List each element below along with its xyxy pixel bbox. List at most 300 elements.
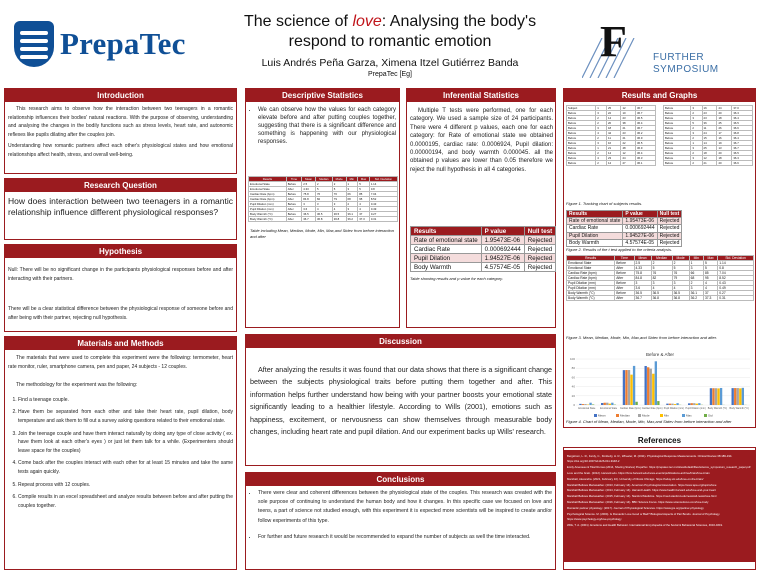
table-cell: 38	[621, 121, 635, 126]
introduction-heading: Introduction	[4, 88, 237, 102]
table-cell: 0.43	[718, 281, 754, 286]
table-cell: 0.43	[369, 202, 397, 207]
table-cell: Before	[286, 202, 301, 207]
table-cell: 1	[691, 141, 702, 146]
table-header: Mean	[302, 177, 316, 182]
table-cell: Before	[664, 106, 691, 111]
table-cell: 2	[596, 116, 607, 121]
materials-heading: Materials and Methods	[4, 336, 237, 350]
table-cell: 3	[689, 286, 703, 291]
table-cell: 36.3	[635, 156, 655, 161]
legend-swatch	[616, 414, 619, 417]
table-cell: Body Warmth	[567, 239, 623, 246]
reference-item: Marshall Bellows Meriweather. (2015, February 14). Stanford Medicine. https://med.stanford.edu/news/all-news/love.html	[567, 494, 717, 499]
table-cell: 3	[634, 281, 651, 286]
table-cell: 36.5	[316, 212, 333, 217]
chart-bar	[671, 404, 673, 405]
table-cell: 2	[596, 161, 607, 166]
table-cell: 36.8	[651, 296, 672, 301]
table-cell: 21	[702, 161, 717, 166]
table-cell: 2	[346, 202, 358, 207]
fig2-caption: Figure 2. Results of the t test applied to the criteria analysis.	[566, 247, 673, 252]
table-cell: 36.1	[635, 161, 655, 166]
affiliation: PrepaTec [Eg]	[368, 71, 412, 78]
table-cell: 4.57574E-05	[481, 263, 524, 272]
table-cell: Before	[664, 146, 691, 151]
chart-title: Before & After	[645, 352, 675, 357]
title-part1: The science of	[243, 13, 353, 30]
table-cell: 36.5	[732, 151, 753, 156]
chart-bar	[698, 403, 700, 405]
chart-bar	[715, 388, 717, 405]
table-cell: 37.0	[732, 106, 753, 111]
logo-left-text: PrepaTec	[60, 26, 186, 61]
table-cell: Body Warmth (°C)	[567, 296, 615, 301]
table-cell: 66	[346, 192, 358, 197]
chart-bar	[635, 402, 637, 405]
chart-bar	[630, 375, 632, 405]
method-step: 4. Come back after the couples interact with each other for at least 15 minutes and take the same tests again quickly.	[18, 459, 233, 476]
table-cell: 84.8	[302, 197, 316, 202]
table-cell: Cardiac Rate (bpm)	[249, 192, 287, 197]
table-cell: Pupil Dilation (mm)	[567, 281, 615, 286]
reference-item: Love and the brain. (2012). Harvard.edu. https://hms.harvard.edu/news-events/publications-archive/brain/love-brain	[567, 470, 710, 475]
table-cell: 48	[621, 146, 635, 151]
table-cell: 36.5	[634, 291, 651, 296]
table-cell: 23	[702, 111, 717, 116]
table-cell: 76	[651, 271, 672, 276]
chart-bar	[739, 388, 741, 405]
table-cell: 36.6	[732, 126, 753, 131]
reference-item: Marshall, Alexandra. (2021, February 10). University of Illinois Chicago. https://today.uic.edu/love-on-the-brain/	[567, 476, 704, 481]
table-cell: Before	[615, 261, 634, 266]
table-cell: 10	[621, 111, 635, 116]
chart-bar	[623, 370, 625, 405]
y-tick-label: 40	[571, 384, 575, 389]
table-cell: 0.27	[369, 212, 397, 217]
chart-bar	[652, 374, 654, 405]
table-cell: After	[286, 217, 301, 222]
table-cell: 4	[358, 207, 370, 212]
table-header: Results	[249, 177, 287, 182]
table-cell: Before	[567, 146, 596, 151]
inferential-text: Multiple T tests were performed, one for each category. We used a sample size of 24 participants. There were 4 different p values, each one for each category: for Rate of emotional state we obtained 0.0000195, cardiac rate: 0.0006924, Pupil dilation: 0.00000194, and body warmth 0.000045. all the obtained p values are lower than 0.05 therefore we reject the null hypothesis in all 4 categories.	[410, 108, 553, 173]
table-cell: 5	[691, 121, 702, 126]
table-cell: 20	[717, 151, 732, 156]
legend-swatch	[638, 414, 641, 417]
table-header: Mode	[672, 256, 689, 261]
chart-bar	[625, 370, 627, 405]
table-cell: Pupil Dilation	[411, 254, 482, 263]
table-cell: Before	[664, 141, 691, 146]
table-cell: 3	[691, 156, 702, 161]
table-cell: 4	[358, 202, 370, 207]
table-cell: 0.8	[718, 266, 754, 271]
table-cell: 85	[703, 271, 717, 276]
discussion-heading: Discussion	[245, 334, 556, 348]
table-cell: 3	[302, 202, 316, 207]
reference-item: Marshall Bellows Meriweather. (2013, February 14). American Psychological Association. https://www.apa.org/topics/love	[567, 482, 717, 487]
y-tick-label: 0	[573, 403, 575, 407]
table-cell: Cardiac Rate (bpm)	[567, 276, 615, 281]
table-cell: 21	[621, 136, 635, 141]
legend-swatch	[682, 414, 685, 417]
table-cell: 5	[703, 266, 717, 271]
legend-swatch	[660, 414, 663, 417]
legend-label: Min	[664, 413, 669, 418]
table-cell: 3	[332, 202, 346, 207]
table-cell: 3	[691, 131, 702, 136]
table-cell: Pupil Dilation (mm)	[249, 202, 287, 207]
table-row	[567, 225, 682, 232]
results-heading: Results and Graphs	[563, 88, 756, 102]
table-cell: 5	[316, 187, 333, 192]
table-cell: Cardiac Rate (bpm)	[249, 197, 287, 202]
chart-bar	[604, 403, 606, 405]
hypothesis-heading: Hypothesis	[4, 244, 237, 258]
logo-right-letter: F	[600, 17, 627, 66]
table-cell: 36.5	[635, 116, 655, 121]
table-cell: 0.8	[369, 187, 397, 192]
materials-p2: The methodology for the experiment was the following:	[16, 382, 138, 389]
table-cell: 18	[606, 126, 620, 131]
table-cell: Emotional State	[567, 266, 615, 271]
table-cell: Before	[567, 121, 596, 126]
table-cell: 75.8	[634, 271, 651, 276]
table-cell: 14	[606, 151, 620, 156]
fig4-caption: Figure 4. Chart of Mean, Median, Mode, Min, Max,and Stdev from before interaction and after	[566, 419, 732, 424]
table-cell: Before	[286, 192, 301, 197]
table-cell: 11	[702, 126, 717, 131]
table-header: Max	[703, 256, 717, 261]
table-cell: 18	[717, 116, 732, 121]
table-cell: After	[286, 187, 301, 192]
table-cell: Cardiac Rate (bpm)	[567, 271, 615, 276]
table-cell: Before	[286, 212, 301, 217]
table-cell: 25	[717, 121, 732, 126]
table-row	[411, 263, 556, 272]
table-cell: Body Warmth (°C)	[249, 212, 287, 217]
x-tick-label: Pupil Dilation (mm)	[685, 407, 706, 410]
table-cell: 36.7	[635, 126, 655, 131]
table-cell: 18	[717, 156, 732, 161]
table-cell: 36.2	[635, 131, 655, 136]
table-cell: After	[286, 207, 301, 212]
logo-right-text	[653, 52, 719, 76]
table-cell: Before	[567, 136, 596, 141]
before-after-chart	[566, 349, 754, 419]
chart-bar	[633, 366, 635, 405]
table-cell: 37	[703, 291, 717, 296]
table-cell: Body Warmth	[411, 263, 482, 272]
table-cell: Rejected	[524, 245, 555, 254]
table-cell: 36.7	[732, 146, 753, 151]
table-cell: 4	[672, 286, 689, 291]
table-row	[411, 254, 556, 263]
table-cell: 2	[596, 136, 607, 141]
table-cell: Rejected	[657, 225, 682, 232]
table-header: P value	[481, 227, 524, 236]
table-header: Results	[411, 227, 482, 236]
table-header: Null test	[524, 227, 555, 236]
table-cell: 36.4	[732, 116, 753, 121]
chart-bar	[688, 403, 690, 405]
title-part2: : Analysing the body's respond to romantic emotion	[288, 13, 537, 50]
table-cell: 0.27	[718, 291, 754, 296]
chart-bar	[674, 404, 676, 405]
method-step: 6. Compile results in an excel spreadsheet and analyze results between before and after putting the couples together.	[18, 493, 233, 510]
x-tick-label: Body Warmth (°C)	[729, 407, 749, 410]
table-cell: 37.3	[358, 217, 370, 222]
reference-item: Marshall Bellows Meriweather. (2016, February 14). BBC Science Focus. https://www.sciencefocus.com/love-body	[567, 500, 709, 505]
table-cell: 3	[691, 146, 702, 151]
table-cell: 2	[672, 261, 689, 266]
chart-bar	[601, 403, 603, 405]
table-cell: After	[615, 286, 634, 291]
table-cell: Before	[286, 182, 301, 187]
table-cell: Subject	[567, 106, 596, 111]
table-cell: 8.52	[369, 197, 397, 202]
x-tick-label: Emotional State	[600, 407, 618, 410]
fig1-caption: Figure 1. Tracking chart of subjects results.	[566, 201, 643, 206]
table-cell: 2	[332, 182, 346, 187]
table-cell: 85	[358, 192, 370, 197]
table-cell: 19	[717, 141, 732, 146]
table-header: Std. Deviation	[718, 256, 754, 261]
chart-bar	[710, 388, 712, 405]
table-cell: 95	[703, 276, 717, 281]
research-question-heading: Research Question	[4, 178, 237, 192]
table-cell: 82	[651, 276, 672, 281]
table-cell: 11	[606, 136, 620, 141]
table-cell: 36.5	[651, 291, 672, 296]
table-cell: 3	[596, 126, 607, 131]
x-tick-label: Body Warmth (°C)	[707, 407, 728, 410]
chart-bar	[732, 388, 734, 405]
table-cell: 79	[672, 276, 689, 281]
table-cell: 21	[621, 126, 635, 131]
chart-bar	[676, 403, 678, 405]
further-symposium-logo	[568, 17, 758, 78]
chart-bar	[720, 388, 722, 405]
table-cell: 36	[702, 121, 717, 126]
table-cell: 23	[621, 116, 635, 121]
table-cell: Cardiac Rate	[567, 225, 623, 232]
table-cell: 0.000692444	[623, 225, 657, 232]
chart-bar	[712, 388, 714, 405]
table-row	[567, 161, 656, 166]
table-cell: 24	[621, 156, 635, 161]
table-cell: 3	[691, 116, 702, 121]
table-cell: 8.52	[718, 276, 754, 281]
table-cell: 26	[717, 126, 732, 131]
materials-p1: The materials that were used to complete this experiment were the following: termometer, heart rate monitor, ruler, smartphone camera, pen and paper, 24 subjects - 12 couples.	[8, 355, 233, 370]
table-cell: 36.5	[332, 212, 346, 217]
table-cell: 7.04	[718, 271, 754, 276]
table-cell: Rejected	[524, 236, 555, 245]
table-cell: Before	[567, 111, 596, 116]
table-cell: 3	[346, 207, 358, 212]
conclusion-bullet: • For further and future research it would be recommended to expand the number of subjects as well the time interacted.	[258, 533, 552, 542]
x-tick-label: Cardiac Rate (bpm)	[641, 407, 663, 410]
legend-swatch	[594, 414, 597, 417]
title-love: love	[352, 13, 382, 30]
table-cell: Rejected	[657, 218, 682, 225]
table-cell: Rejected	[524, 263, 555, 272]
table-cell: 1	[596, 146, 607, 151]
table-cell: 5	[651, 266, 672, 271]
reference-item: Wills, T. A. (2001). Emotions and Health Behavior. International Encyclopedia of the Social & Behavioral Sciences, 4616-4619.	[567, 522, 723, 527]
table-cell: 1.95473E-06	[623, 218, 657, 225]
fig3-table	[566, 255, 754, 301]
table-row	[567, 239, 682, 246]
table-cell: Rate of emotional state	[567, 218, 623, 225]
y-tick-label: 80	[571, 366, 575, 371]
table-cell: Emotional State	[249, 182, 287, 187]
introduction-p1: This research aims to observe how the interaction between two teenagers in a romantic relationship influences their bodies' natural reactions. With the purpose of observing, understanding and analysing the changes in the bodily functions such as stress levels, heart rate, and autonomic reflexes like pupils dilating after the couples join.	[8, 106, 233, 138]
table-cell: 14	[606, 161, 620, 166]
conclusions-heading: Conclusions	[245, 472, 556, 486]
table-header: Median	[651, 256, 672, 261]
table-cell: 36.5	[302, 212, 316, 217]
chart-bar	[579, 404, 581, 405]
table-cell: 36.7	[302, 217, 316, 222]
chart-bar	[645, 366, 647, 405]
table-cell: 2.5	[634, 261, 651, 266]
table-cell: 12	[702, 156, 717, 161]
legend-swatch	[704, 414, 707, 417]
table-cell: 1	[596, 106, 607, 111]
table-cell: Before	[664, 131, 691, 136]
table-cell: 82	[316, 197, 333, 202]
table-cell: 36.5	[672, 291, 689, 296]
descriptive-bullets	[250, 106, 396, 149]
table-cell: Pupil Dilation	[567, 232, 623, 239]
table-cell: 1	[689, 261, 703, 266]
table-cell: 2	[651, 261, 672, 266]
y-tick-label: 100	[569, 357, 575, 361]
discussion-text: After analyzing the results it was found that our data shows that there is a significant change between the subjects physiological traits before putting them together and after. This information helps further understand how being with your partner boosts your emotional state significantly leading to a healthier lifestyle. According to Wills (2001), emotions such as happiness, excitement, or nervousness can show themselves through measurable body changes, including heart rate and pupil dilation. And our experiment backs up Wills' research.	[250, 365, 552, 437]
table-cell: 36.8	[332, 217, 346, 222]
table-cell: 2	[691, 151, 702, 156]
table-cell: 5	[358, 182, 370, 187]
table-cell: 36.3	[732, 111, 753, 116]
table-cell: 36.6	[732, 161, 753, 166]
chart-bar	[657, 401, 659, 405]
table-cell: Before	[615, 291, 634, 296]
table-cell: 36.2	[346, 217, 358, 222]
table-cell: After	[615, 276, 634, 281]
table-header: Null test	[657, 211, 682, 218]
authors: Luis Andrés Peña Garza, Ximena Itzel Gutiérrez Banda	[261, 57, 519, 69]
legend-label: Std	[708, 413, 713, 418]
chart-bar	[737, 388, 739, 405]
table-cell: After	[615, 296, 634, 301]
chart-bar	[584, 404, 586, 405]
table-cell: 36.7	[635, 106, 655, 111]
table-cell: Cardiac Rate	[411, 245, 482, 254]
table-cell: 5	[358, 187, 370, 192]
chart-bar	[609, 404, 611, 405]
table-cell: 2	[689, 281, 703, 286]
table-cell: 1.14	[718, 261, 754, 266]
chart-bar	[582, 404, 584, 405]
table-cell: 12	[621, 106, 635, 111]
table-cell: 3	[346, 187, 358, 192]
table-header: Results	[567, 256, 615, 261]
table-cell: 68	[689, 276, 703, 281]
table-cell: 3	[689, 266, 703, 271]
table-cell: Before	[615, 271, 634, 276]
table-cell: 0.49	[718, 286, 754, 291]
table-cell: 36.7	[732, 141, 753, 146]
table-cell: Before	[664, 156, 691, 161]
table-cell: 22	[606, 111, 620, 116]
inferential-caption: Table showing results and p value for each category.	[410, 276, 503, 281]
reference-item: Psychological Science. M. (2004). Is Romantic Love Good or Bad? Biological Aspects of Pair Bonds. Journal of Psychology. https://www.psychology.org/love-psychology	[567, 512, 721, 521]
table-cell: Before	[615, 281, 634, 286]
table-cell: After	[286, 197, 301, 202]
table-cell: 16	[702, 106, 717, 111]
inferential-table	[410, 226, 556, 272]
table-header: Mode	[332, 177, 346, 182]
chart-bar	[666, 404, 668, 405]
table-cell: 36.8	[732, 131, 753, 136]
table-row	[567, 296, 754, 301]
table-cell: 12	[621, 151, 635, 156]
x-tick-label: Emotional State	[578, 407, 596, 410]
table-row	[411, 245, 556, 254]
further-line: FURTHER	[653, 52, 705, 63]
table-cell: 1.94527E-06	[481, 254, 524, 263]
chart-bar	[589, 403, 591, 405]
table-cell: 18	[702, 151, 717, 156]
table-cell: 44	[606, 131, 620, 136]
table-cell: 76	[672, 271, 689, 276]
hypothesis-alt: There will be a clear statistical difference between the physiological response of someone before and after being with their partner, rejecting null hypothesis.	[8, 306, 233, 321]
table-cell: 76	[316, 192, 333, 197]
table-cell: Rejected	[657, 232, 682, 239]
chart-bar	[628, 370, 630, 405]
table-cell: 2	[691, 126, 702, 131]
reference-item: Romantic partner physiology. (2017). Journal of Physiological Sciences. https://www.jps.org/partner-physiology	[567, 506, 704, 511]
table-cell: Emotional State	[249, 187, 287, 192]
legend-label: Mode	[642, 413, 650, 418]
table-cell: Rejected	[657, 239, 682, 246]
poster-title	[225, 12, 555, 52]
table-cell: 15	[702, 136, 717, 141]
chart-bar	[669, 404, 671, 405]
table-cell: Before	[567, 126, 596, 131]
table-header: Time	[286, 177, 301, 182]
table-cell: 14	[606, 116, 620, 121]
table-cell: Before	[567, 116, 596, 121]
table-cell: 0.000692444	[481, 245, 524, 254]
chart-bar	[606, 403, 608, 405]
table-cell: 2	[596, 151, 607, 156]
table-cell: 2	[691, 136, 702, 141]
table-cell: Before	[664, 116, 691, 121]
legend-label: Mean	[598, 413, 606, 418]
table-header: Std. Deviation	[369, 177, 397, 182]
table-cell: Before	[664, 151, 691, 156]
symposium-line: SYMPOSIUM	[653, 64, 719, 75]
table-cell: 4	[596, 131, 607, 136]
table-cell: Before	[664, 121, 691, 126]
table-cell: Emotional State	[567, 261, 615, 266]
descriptive-bullet: • We can observe how the values for each category elevate before and after putting couples together, suggesting that there is a significant difference and something is happening with our physiological responses.	[258, 106, 396, 146]
table-header: Max	[358, 177, 370, 182]
